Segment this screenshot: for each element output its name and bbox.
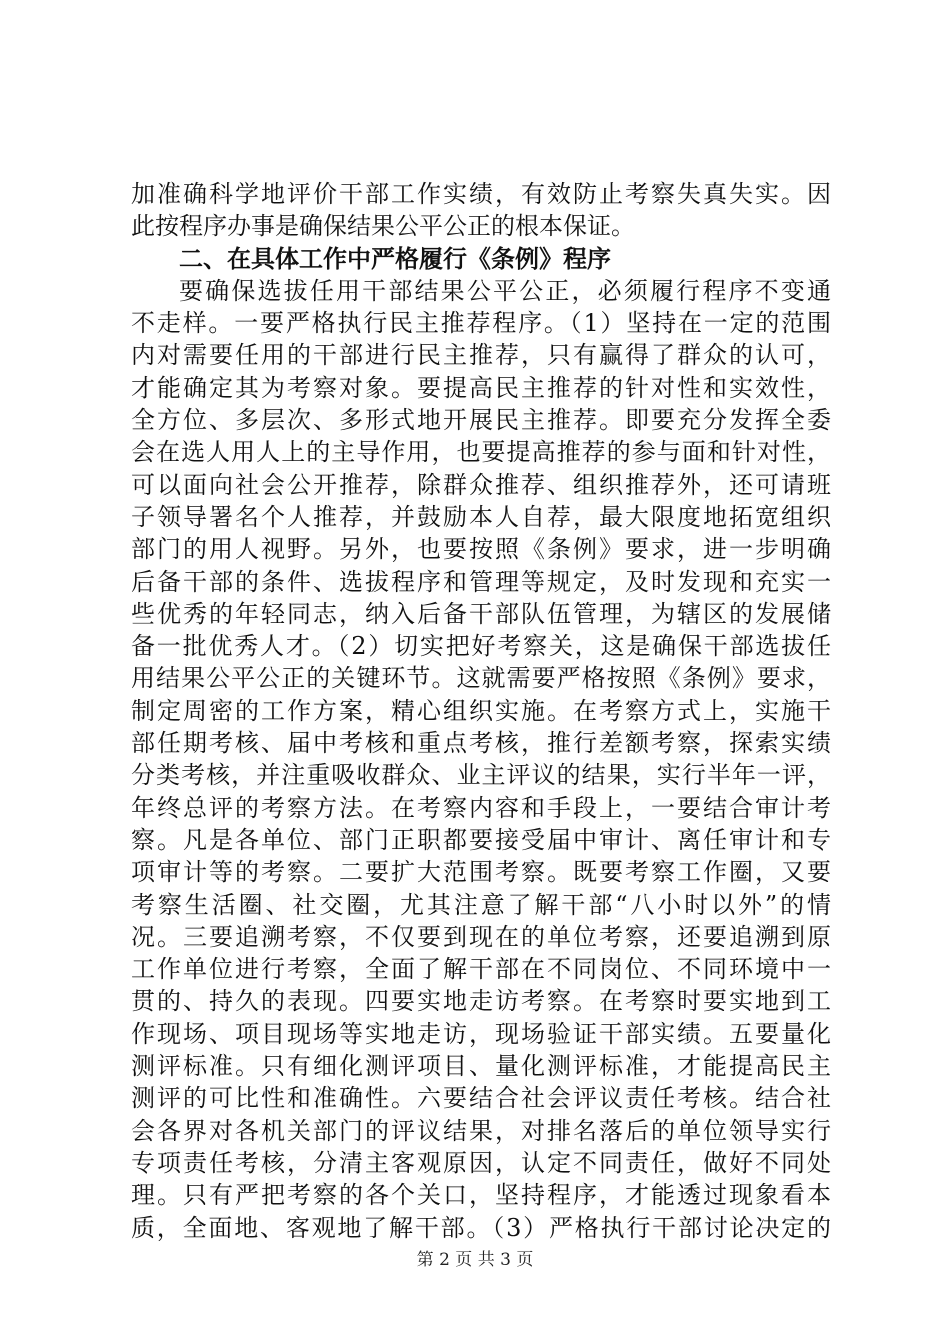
text-line: 部任期考核、届中考核和重点考核，推行差额考察，探索实绩 <box>131 729 831 758</box>
text-line: 部门的用人视野。另外，也要按照《条例》要求，进一步明确 <box>131 535 831 564</box>
text-line: 要确保选拔任用干部结果公平公正，必须履行程序不变通 <box>179 276 831 305</box>
text-line: 测评的可比性和准确性。六要结合社会评议责任考核。结合社 <box>131 1084 831 1113</box>
text-line: 测评标准。只有细化测评项目、量化测评标准，才能提高民主 <box>131 1052 831 1081</box>
section-heading: 二、在具体工作中严格履行《条例》程序 <box>179 244 611 273</box>
text-line: 作现场、项目现场等实地走访，现场验证干部实绩。五要量化 <box>131 1019 831 1048</box>
text-line: 会在选人用人上的主导作用，也要提高推荐的参与面和针对性， <box>131 438 831 467</box>
text-line: 备一批优秀人才。（2）切实把好考察关，这是确保干部选拔任 <box>131 632 831 661</box>
text-line: 考察生活圈、社交圈，尤其注意了解干部“八小时以外”的情 <box>131 890 831 919</box>
text-line: 况。三要追溯考察，不仅要到现在的单位考察，还要追溯到原 <box>131 922 831 951</box>
text-line: 可以面向社会公开推荐，除群众推荐、组织推荐外，还可请班 <box>131 470 831 499</box>
text-line: 些优秀的年轻同志，纳入后备干部队伍管理，为辖区的发展储 <box>131 599 831 628</box>
text-line: 加准确科学地评价干部工作实绩，有效防止考察失真失实。因 <box>131 180 831 208</box>
text-line: 子领导署名个人推荐，并鼓励本人自荐，最大限度地拓宽组织 <box>131 502 831 531</box>
body-text <box>131 178 831 1244</box>
text-line: 不走样。一要严格执行民主推荐程序。（1）坚持在一定的范围 <box>131 309 831 338</box>
text-line: 才能确定其为考察对象。要提高民主推荐的针对性和实效性， <box>131 373 831 402</box>
text-line: 年终总评的考察方法。在考察内容和手段上，一要结合审计考 <box>131 793 831 822</box>
text-line: 全方位、多层次、多形式地开展民主推荐。即要充分发挥全委 <box>131 406 831 435</box>
text-line: 工作单位进行考察，全面了解干部在不同岗位、不同环境中一 <box>131 955 831 984</box>
page-number-footer: 第 2 页 共 3 页 <box>416 1250 534 1270</box>
text-line: 分类考核，并注重吸收群众、业主评议的结果，实行半年一评， <box>131 761 831 790</box>
text-line: 项审计等的考察。二要扩大范围考察。既要考察工作圈，又要 <box>131 858 831 887</box>
text-line: 质，全面地、客观地了解干部。（3）严格执行干部讨论决定的 <box>131 1213 831 1242</box>
text-line: 贯的、持久的表现。四要实地走访考察。在考察时要实地到工 <box>131 987 831 1016</box>
text-line: 用结果公平公正的关键环节。这就需要严格按照《条例》要求， <box>131 664 831 693</box>
text-line: 察。凡是各单位、部门正职都要接受届中审计、离任审计和专 <box>131 825 831 854</box>
text-line: 制定周密的工作方案，精心组织实施。在考察方式上，实施干 <box>131 696 831 725</box>
text-line: 会各界对各机关部门的评议结果，对排名落后的单位领导实行 <box>131 1116 831 1145</box>
text-line: 专项责任考核，分清主客观原因，认定不同责任，做好不同处 <box>131 1148 831 1177</box>
text-line: 此按程序办事是确保结果公平公正的根本保证。 <box>131 212 635 241</box>
text-line: 内对需要任用的干部进行民主推荐，只有赢得了群众的认可， <box>131 341 831 370</box>
text-line: 后备干部的条件、选拔程序和管理等规定，及时发现和充实一 <box>131 567 831 596</box>
text-line: 理。只有严把考察的各个关口，坚持程序，才能透过现象看本 <box>131 1181 831 1210</box>
